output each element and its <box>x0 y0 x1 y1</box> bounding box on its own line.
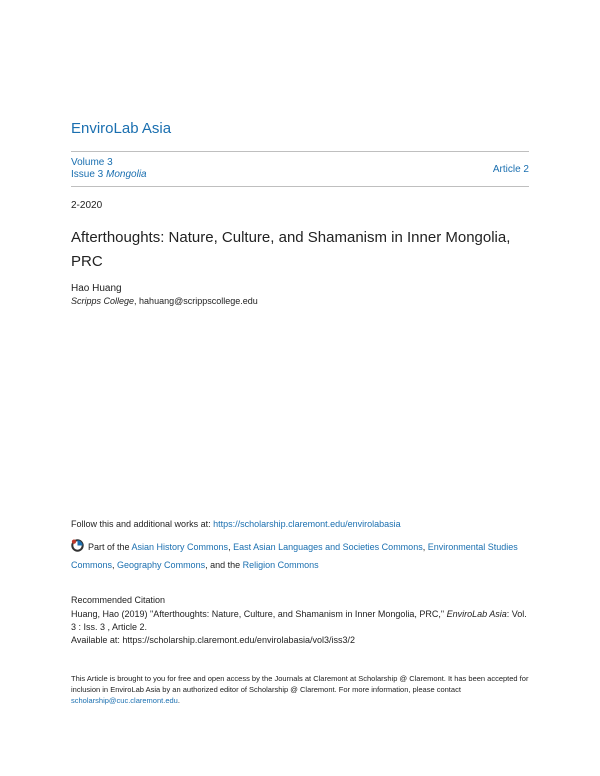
citation-text: Huang, Hao (2019) "Afterthoughts: Nature, Culture, and Shamanism in Inner Mongolia, PRC," <box>71 609 447 619</box>
divider-bottom <box>71 186 529 187</box>
follow-line <box>71 519 401 529</box>
follow-text: Follow this and additional works at: <box>71 519 214 529</box>
author-affiliation <box>71 296 258 306</box>
footer-text: This Article is brought to you for free and open access by the Journals at Claremont at Scholarship @ Claremont. It has been accepted for inclusion in EnviroLab Asia by an authorized editor of Scholarship @ Claremont. For more information, please contact <box>71 674 529 694</box>
environmental-studies-commons-link[interactable]: Environmental Studies Commons <box>71 542 518 570</box>
volume-issue <box>71 157 147 181</box>
citation-journal: EnviroLab Asia <box>446 609 507 619</box>
geography-commons-link[interactable]: Geography Commons <box>117 560 206 570</box>
journal-title-link[interactable]: EnviroLab Asia <box>71 120 172 137</box>
commons-separator: , <box>112 560 118 570</box>
open-access-footer <box>71 673 533 706</box>
east-asian-languages-commons-link[interactable]: East Asian Languages and Societies Commons <box>233 542 423 552</box>
asian-history-commons-link[interactable]: Asian History Commons <box>131 542 229 552</box>
citation-available: Available at: https://scholarship.claremont.edu/envirolabasia/vol3/iss3/2 <box>71 635 355 645</box>
commons-separator: , and the <box>205 560 243 570</box>
recommended-citation <box>71 608 533 647</box>
divider-top <box>71 151 529 152</box>
contact-email-link[interactable]: scholarship@cuc.claremont.edu <box>71 696 178 705</box>
part-of-prefix: Part of the <box>88 542 132 552</box>
article-title: Afterthoughts: Nature, Culture, and Shamanism in Inner Mongolia, PRC <box>71 229 511 270</box>
affiliation-separator: , <box>134 296 140 306</box>
issue-prefix: Issue 3 <box>71 169 104 180</box>
publication-date: 2-2020 <box>71 200 103 211</box>
author-name: Hao Huang <box>71 283 122 294</box>
affiliation-name: Scripps College <box>71 296 135 306</box>
commons-separator: , <box>422 542 428 552</box>
network-commons-icon <box>71 539 84 557</box>
follow-url-link[interactable]: https://scholarship.claremont.edu/envirolabasia <box>213 519 401 529</box>
recommended-citation-heading: Recommended Citation <box>71 595 166 605</box>
religion-commons-link[interactable]: Religion Commons <box>242 560 319 570</box>
article-number-link[interactable]: Article 2 <box>492 164 529 175</box>
issue-name: Mongolia <box>106 169 147 180</box>
volume-link[interactable]: Volume 3 <box>71 157 113 168</box>
footer-end: . <box>177 696 180 705</box>
part-of-commons <box>71 539 533 573</box>
issue-link[interactable] <box>71 169 147 181</box>
author-email[interactable]: hahuang@scrippscollege.edu <box>139 296 258 306</box>
citation-volume: : Vol. 3 : Iss. 3 , Article 2. <box>71 609 527 632</box>
commons-separator: , <box>228 542 234 552</box>
